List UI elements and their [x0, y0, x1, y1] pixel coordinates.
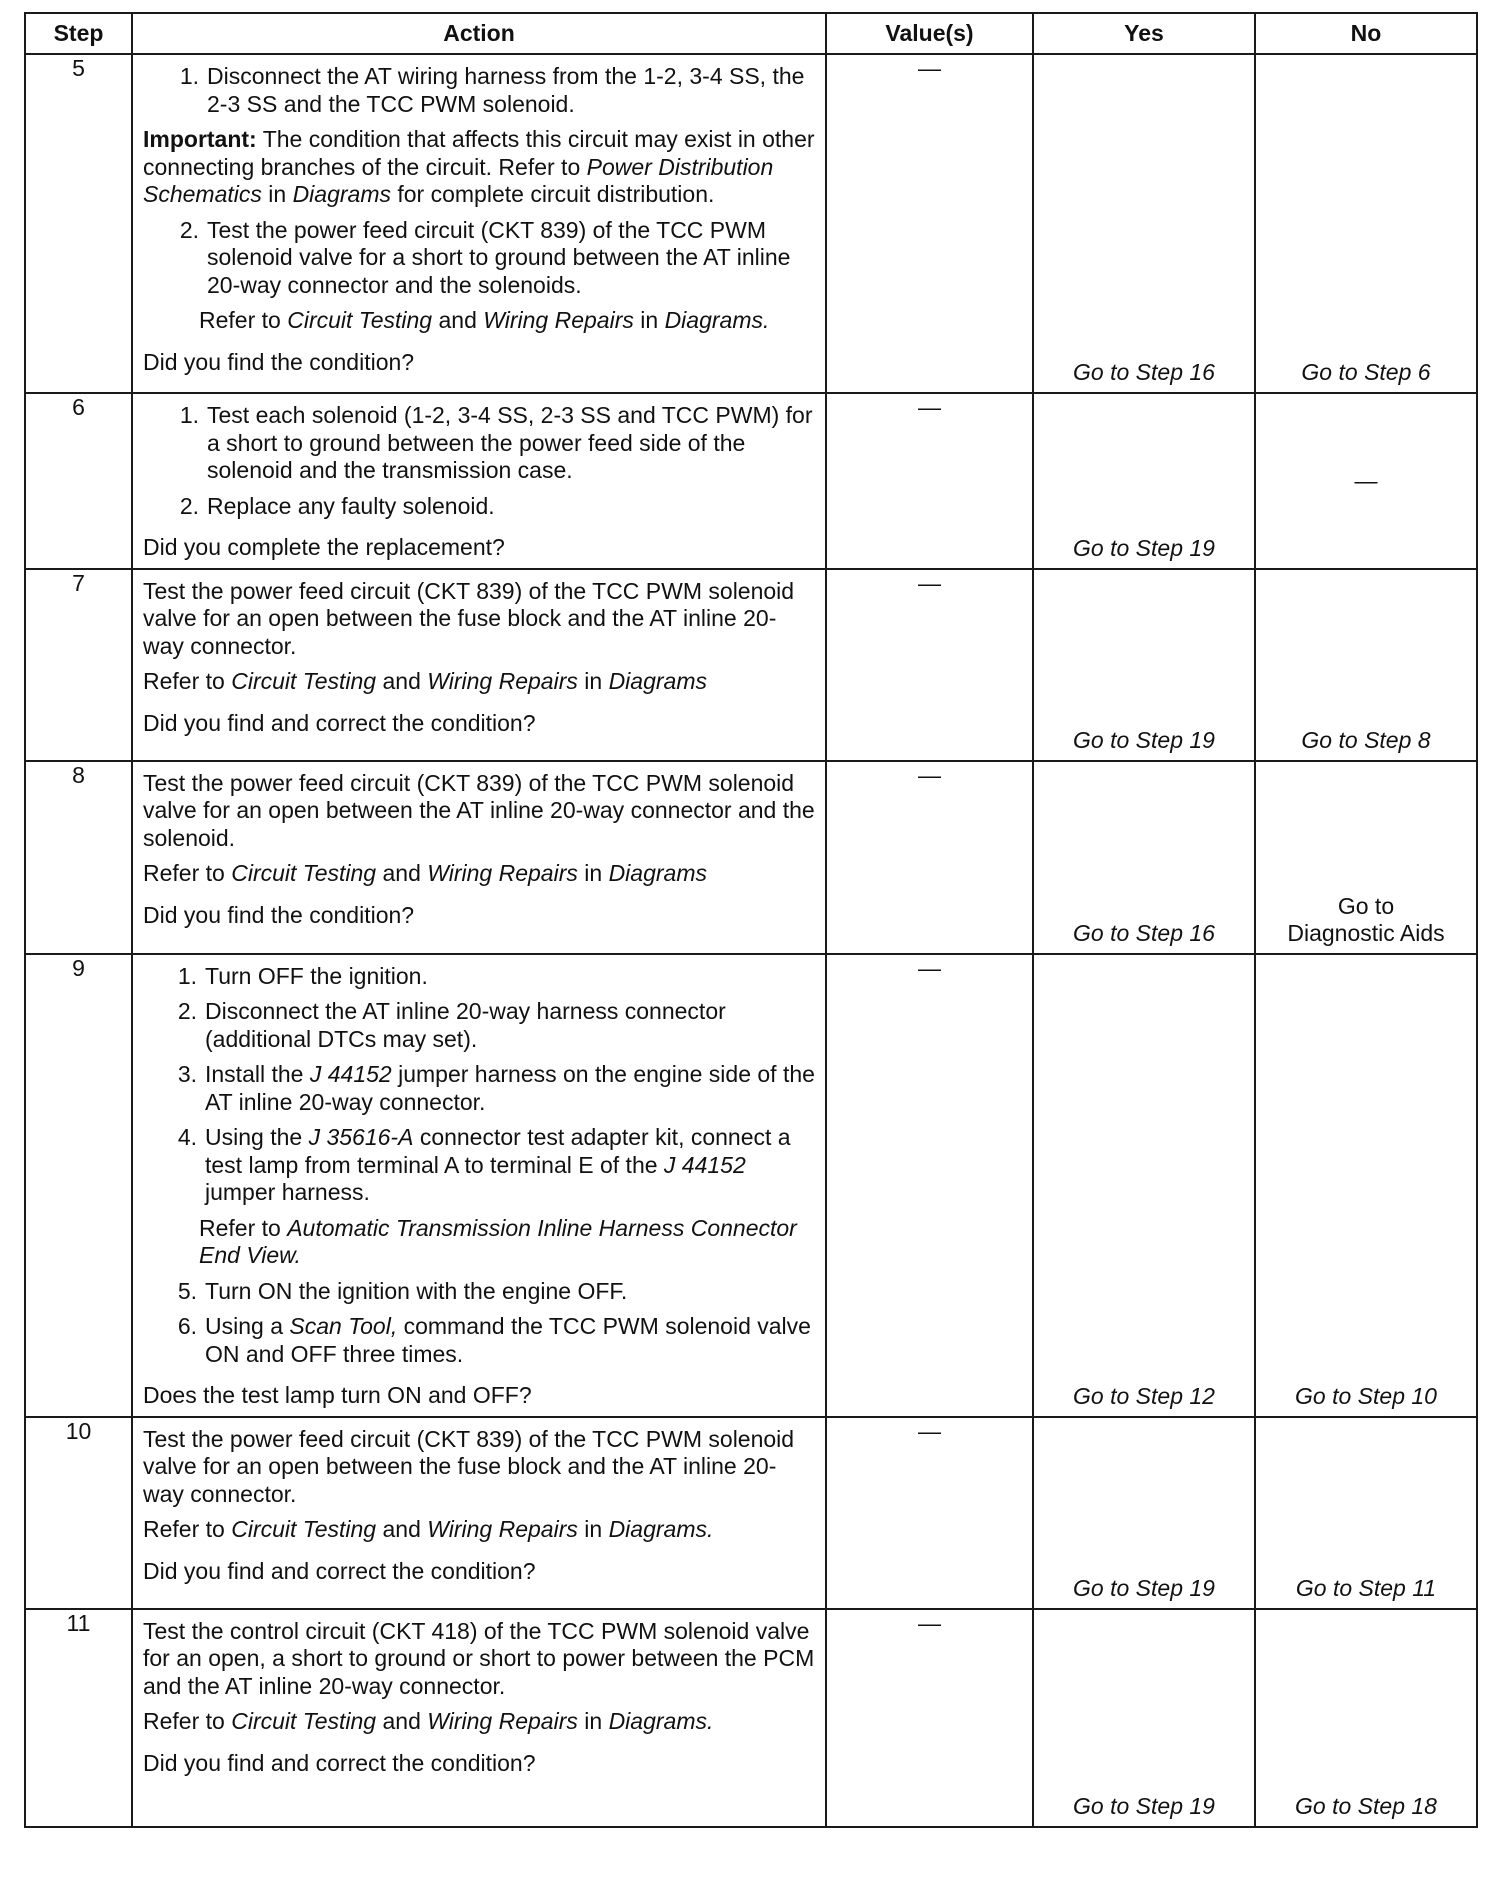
yes-cell: Go to Step 16 — [1033, 761, 1255, 954]
reference-note: Refer to Circuit Testing and Wiring Repairs in Diagrams. — [199, 307, 770, 333]
table-row — [25, 1417, 1477, 1609]
yes-cell: Go to Step 19 — [1033, 393, 1255, 569]
action-cell — [132, 954, 826, 1417]
table-row — [25, 393, 1477, 569]
no-cell: Go to Step 11 — [1255, 1417, 1477, 1609]
action-item: 2. Test the power feed circuit (CKT 839) of the TCC PWM solenoid valve for a short to ground between the AT inline 20-way connector and the solenoids. — [179, 216, 791, 298]
action-text: Test the power feed circuit (CKT 839) of the TCC PWM solenoid valve for an open between the fuse block and the AT inline 20-way connector. — [143, 577, 795, 659]
no-cell: Go to Step 8 — [1255, 569, 1477, 761]
reference-note: Refer to Circuit Testing and Wiring Repairs in Diagrams. — [143, 1516, 714, 1542]
header-no: No — [1255, 13, 1477, 54]
value-cell: — — [826, 954, 1033, 1417]
action-item: 2. Disconnect the AT inline 20-way harness connector (additional DTCs may set). — [177, 998, 726, 1052]
action-item: 5. Turn ON the ignition with the engine OFF. — [177, 1277, 628, 1304]
question: Did you find and correct the condition? — [143, 1557, 536, 1584]
table-row — [25, 54, 1477, 393]
value-cell: — — [826, 1417, 1033, 1609]
question: Did you find the condition? — [143, 901, 415, 928]
table-row — [25, 761, 1477, 954]
action-text: Test the power feed circuit (CKT 839) of the TCC PWM solenoid valve for an open between the fuse block and the AT inline 20-way connector. — [143, 1425, 795, 1507]
no-cell: — — [1255, 393, 1477, 569]
action-cell — [132, 1609, 826, 1827]
no-cell: Go to Step 10 — [1255, 954, 1477, 1417]
action-item: 1. Turn OFF the ignition. — [177, 962, 428, 989]
value-cell: — — [826, 569, 1033, 761]
action-text: Test the control circuit (CKT 418) of the TCC PWM solenoid valve for an open, a short to ground or short to power between the PCM and the AT inline 20-way connector. — [143, 1617, 815, 1699]
no-cell: Go to Step 18 — [1255, 1609, 1477, 1827]
table-row — [25, 1609, 1477, 1827]
diagnostic-table — [24, 12, 1478, 1828]
header-action: Action — [132, 13, 826, 54]
action-cell — [132, 1417, 826, 1609]
yes-cell: Go to Step 16 — [1033, 54, 1255, 393]
value-cell: — — [826, 761, 1033, 954]
yes-cell: Go to Step 19 — [1033, 569, 1255, 761]
action-cell — [132, 761, 826, 954]
step-number: 10 — [25, 1417, 132, 1609]
value-cell: — — [826, 393, 1033, 569]
step-number: 7 — [25, 569, 132, 761]
reference-note: Refer to Circuit Testing and Wiring Repairs in Diagrams — [143, 860, 707, 886]
no-cell: Go to Diagnostic Aids — [1255, 761, 1477, 954]
table-row — [25, 569, 1477, 761]
yes-cell: Go to Step 19 — [1033, 1609, 1255, 1827]
value-cell: — — [826, 54, 1033, 393]
action-item: 2. Replace any faulty solenoid. — [179, 492, 495, 519]
header-step: Step — [25, 13, 132, 54]
action-item: 6. Using a Scan Tool, command the TCC PWM solenoid valve ON and OFF three times. — [177, 1313, 811, 1367]
header-values: Value(s) — [826, 13, 1033, 54]
action-item: 3. Install the J 44152 jumper harness on the engine side of the AT inline 20-way connector. — [177, 1061, 815, 1115]
reference-note: Refer to Automatic Transmission Inline Harness Connector End View. — [199, 1214, 797, 1268]
question: Did you find the condition? — [143, 348, 415, 375]
yes-cell: Go to Step 12 — [1033, 954, 1255, 1417]
step-number: 5 — [25, 54, 132, 393]
action-item: 1. Test each solenoid (1-2, 3-4 SS, 2-3 SS and TCC PWM) for a short to ground between the power feed side of the solenoid and the transmission case. — [179, 402, 813, 483]
action-text: Test the power feed circuit (CKT 839) of the TCC PWM solenoid valve for an open between the AT inline 20-way connector and the solenoid. — [143, 769, 815, 851]
table-row — [25, 954, 1477, 1417]
reference-note: Refer to Circuit Testing and Wiring Repairs in Diagrams — [143, 668, 707, 694]
question: Does the test lamp turn ON and OFF? — [143, 1382, 532, 1408]
important-note: Important: The condition that affects this circuit may exist in other connecting branches of the circuit. Refer to Power Distribution Schematics in Diagrams for complete circuit distribution. — [143, 126, 815, 207]
step-number: 6 — [25, 393, 132, 569]
question: Did you complete the replacement? — [143, 534, 505, 560]
header-row — [25, 13, 1477, 54]
question: Did you find and correct the condition? — [143, 1749, 536, 1776]
action-item: 4. Using the J 35616-A connector test adapter kit, connect a test lamp from terminal A to terminal E of the J 44152 jumper harness. — [177, 1124, 791, 1205]
action-cell — [132, 54, 826, 393]
step-number: 8 — [25, 761, 132, 954]
header-yes: Yes — [1033, 13, 1255, 54]
value-cell: — — [826, 1609, 1033, 1827]
reference-note: Refer to Circuit Testing and Wiring Repairs in Diagrams. — [143, 1708, 714, 1734]
action-cell — [132, 569, 826, 761]
step-number: 9 — [25, 954, 132, 1417]
no-cell: Go to Step 6 — [1255, 54, 1477, 393]
action-cell — [132, 393, 826, 569]
step-number: 11 — [25, 1609, 132, 1827]
action-item: 1. Disconnect the AT wiring harness from the 1-2, 3-4 SS, the 2-3 SS and the TCC PWM solenoid. — [179, 63, 805, 117]
yes-cell: Go to Step 19 — [1033, 1417, 1255, 1609]
question: Did you find and correct the condition? — [143, 709, 536, 736]
